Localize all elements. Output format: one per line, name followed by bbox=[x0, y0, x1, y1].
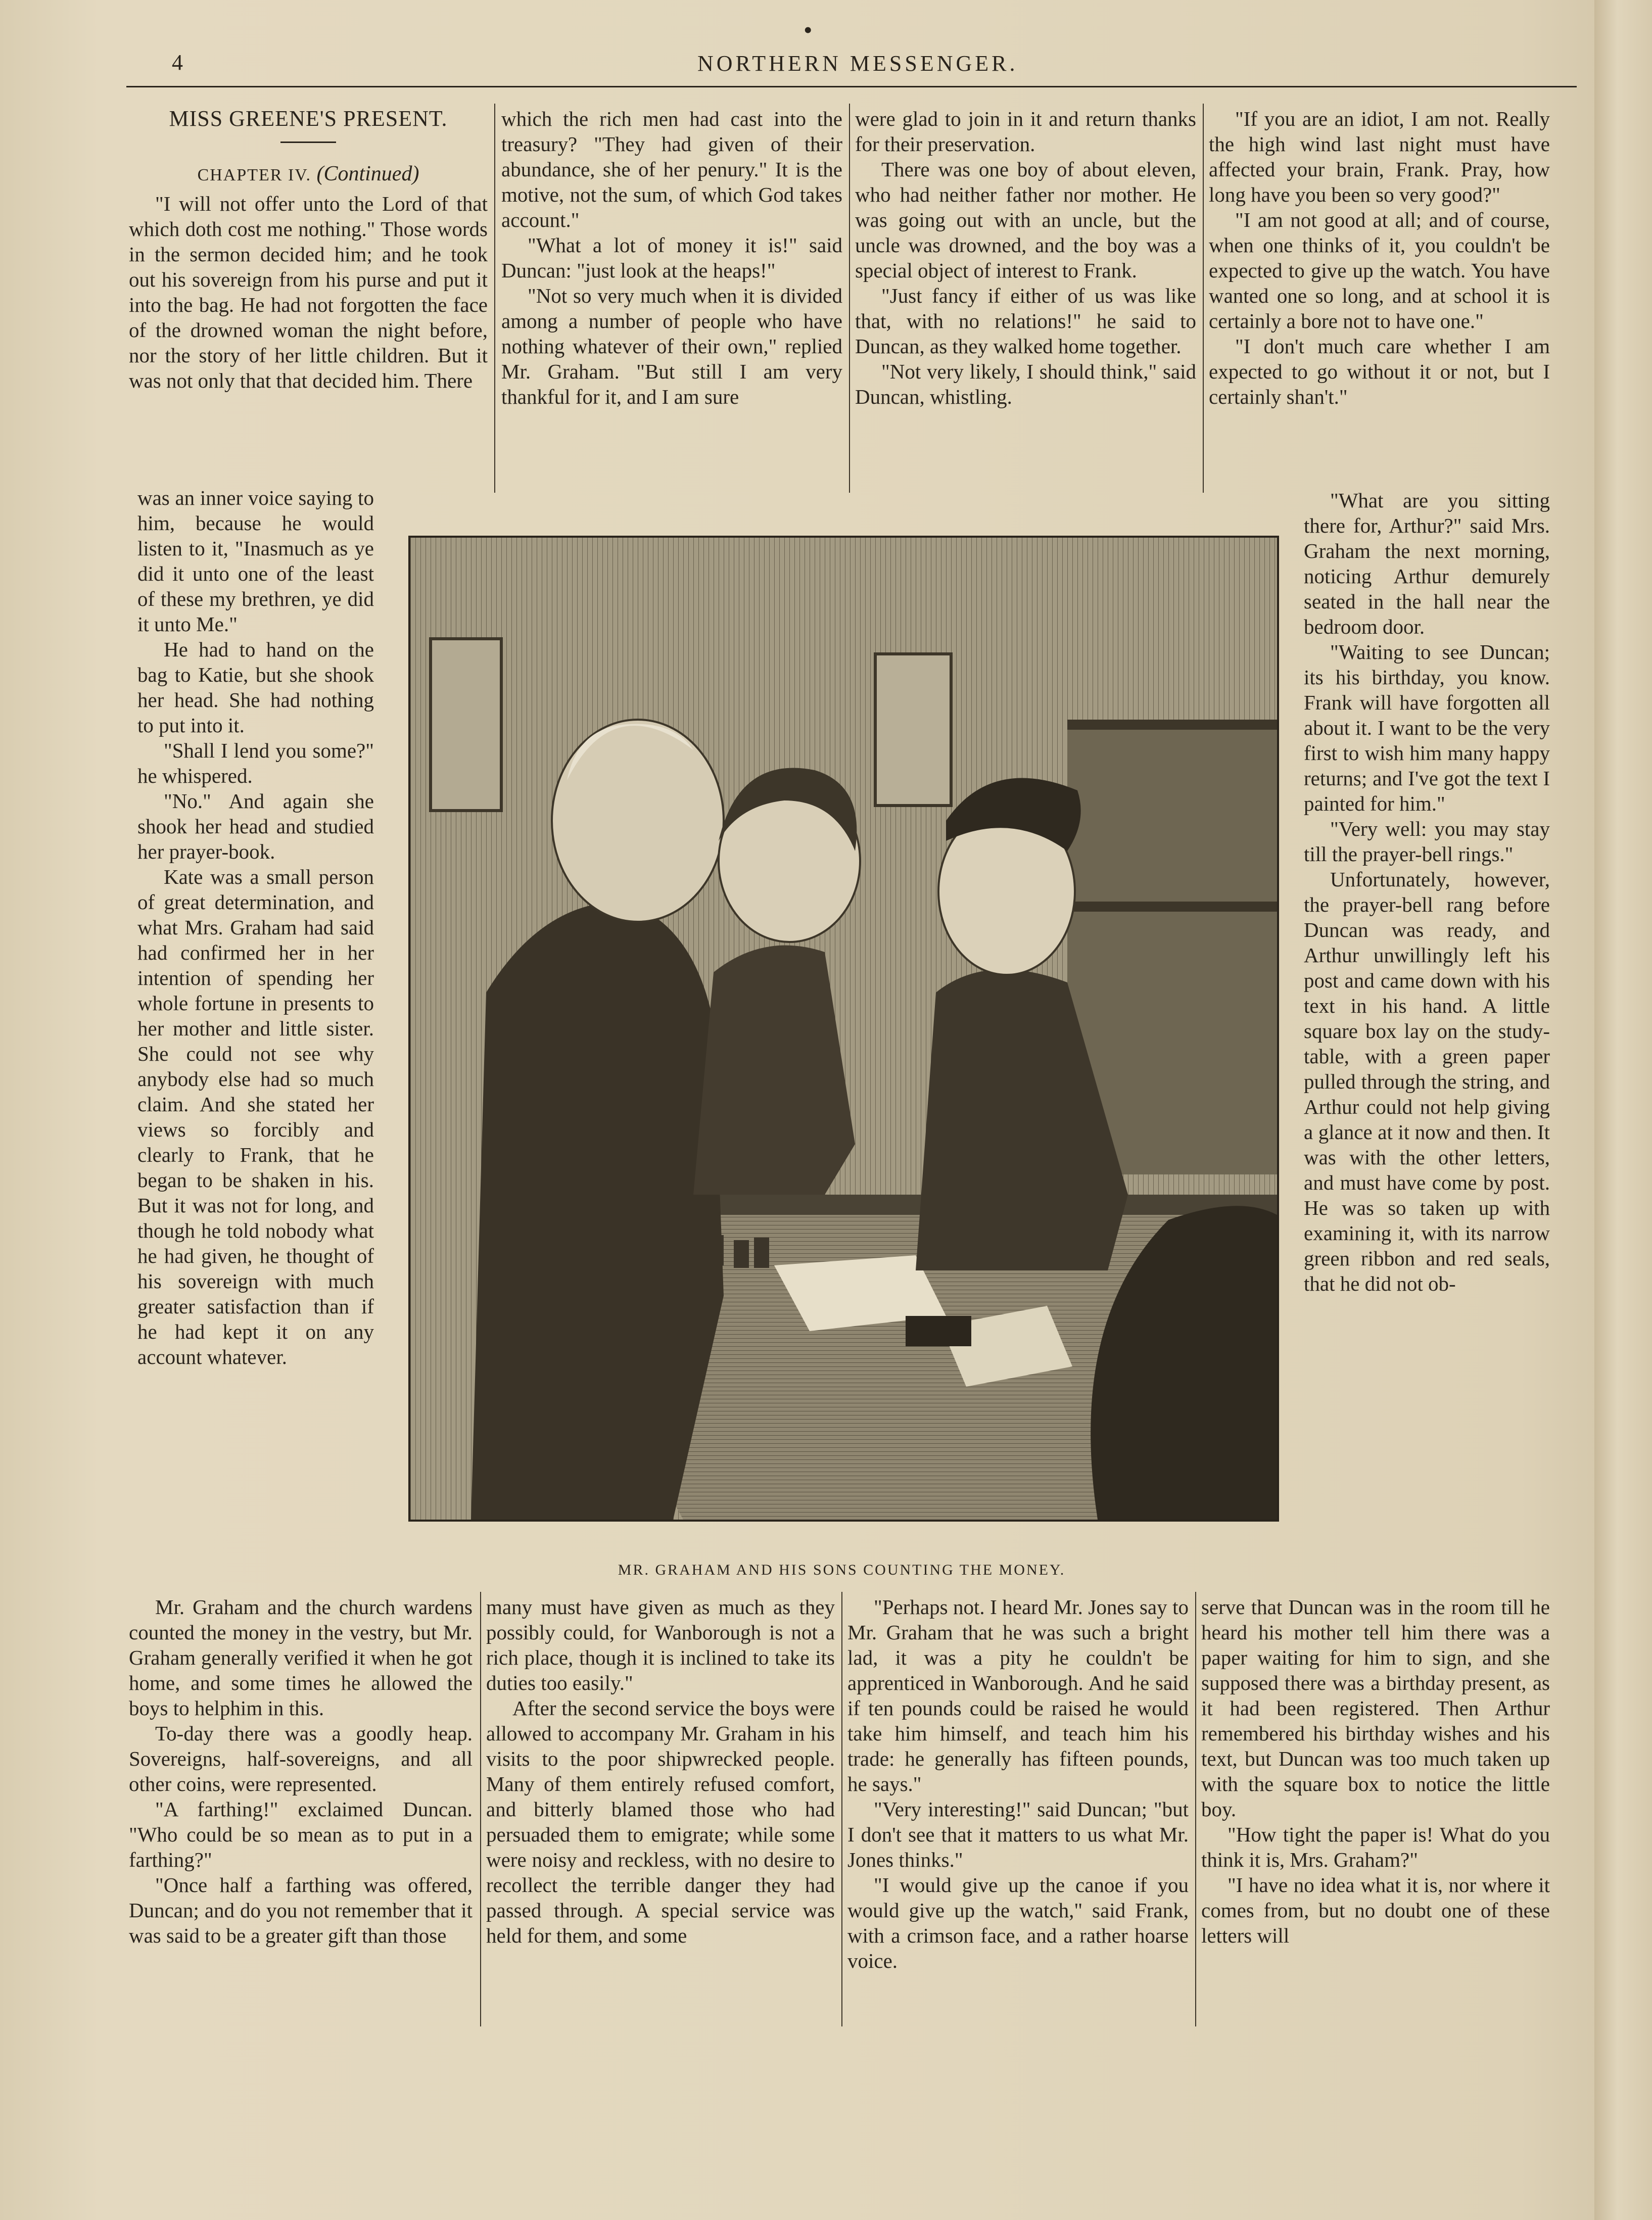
illustration-caption: MR. GRAHAM AND HIS SONS COUNTING THE MONEY. bbox=[618, 1562, 1066, 1578]
paragraph: "No." And again she shook her head and studied her prayer-book. bbox=[137, 789, 374, 863]
paragraph: "Very well: you may stay till the prayer-bell rings." bbox=[1304, 817, 1550, 866]
paragraph: "I don't much care whether I am expected to go without it or not, but I certainly shan't." bbox=[1209, 335, 1550, 408]
paragraph: "If you are an idiot, I am not. Really the high wind last night must have affected your brain, Frank. Pray, how long have you been so very good?" bbox=[1209, 107, 1550, 206]
column-2-top bbox=[501, 106, 842, 490]
column-4-bottom bbox=[1201, 1594, 1550, 2026]
paragraph: To-day there was a goodly heap. Sovereigns, half-sovereigns, and all other coins, were represented. bbox=[129, 1722, 473, 1796]
illustration-engraving bbox=[408, 536, 1279, 1522]
paragraph: "How tight the paper is! What do you think it is, Mrs. Graham?" bbox=[1201, 1823, 1550, 1871]
column-4-narrow bbox=[1304, 488, 1550, 1594]
chapter-number: CHAPTER IV. bbox=[197, 166, 311, 184]
paragraph: were glad to join in it and return thanks for their preservation. bbox=[855, 107, 1196, 156]
column-1-top bbox=[129, 106, 488, 485]
paragraph: serve that Duncan was in the room till he heard his mother tell him there was a paper waiting for him to sign, and she supposed there was a birthday present, as it had been registered. Then Arthur remembered his birthday wishes and his text, but Duncan was too much taken up with the square box to notice the little boy. bbox=[1201, 1595, 1550, 1821]
paragraph: "Not very likely, I should think," said Duncan, whistling. bbox=[855, 360, 1196, 408]
paragraph: Unfortunately, however, the prayer-bell rang before Duncan was ready, and Arthur unwillingly left his post and came down with his text in his hand. A little square box lay on the study-table, with a green paper pulled through the string, and Arthur could not help giving a glance at it now and then. It was with the other letters, and must have come by post. He was so taken up with examining it, with its narrow green ribbon and red seals, that he did not ob- bbox=[1304, 868, 1550, 1295]
column-divider bbox=[494, 104, 495, 493]
column-divider bbox=[849, 104, 850, 493]
column-1-narrow bbox=[137, 485, 374, 1592]
column-divider bbox=[480, 1592, 481, 2026]
header-rule bbox=[126, 86, 1577, 87]
paragraph: "I am not good at all; and of course, when one thinks of it, you couldn't be expected to give up the watch. You have wanted one so long, and at school it is certainly a bore not to have one." bbox=[1209, 208, 1550, 333]
paragraph: "Very interesting!" said Duncan; "but I don't see that it matters to us what Mr. Jones thinks." bbox=[847, 1798, 1189, 1871]
title-rule bbox=[280, 141, 336, 143]
paragraph: "What a lot of money it is!" said Duncan: "just look at the heaps!" bbox=[501, 233, 842, 282]
column-4-top bbox=[1209, 106, 1550, 490]
chapter-heading bbox=[129, 161, 488, 188]
column-2-bottom bbox=[486, 1594, 835, 2026]
paragraph: "I would give up the canoe if you would give up the watch," said Frank, with a crimson face, and a rather hoarse voice. bbox=[847, 1873, 1189, 1972]
paragraph: After the second service the boys were allowed to accompany Mr. Graham in his visits to the poor shipwrecked people. Many of them entirely refused comfort, and bitterly blamed those who had persuaded them to emigrate; while some were noisy and reckless, with no desire to recollect the terrible danger they had passed through. A special service was held for them, and some bbox=[486, 1696, 835, 1947]
paragraph: many must have given as much as they possibly could, for Wanborough is not a rich place, though it is inclined to take its duties too easily." bbox=[486, 1595, 835, 1694]
column-3-top bbox=[855, 106, 1196, 490]
column-3-bottom bbox=[847, 1594, 1189, 2026]
paragraph: "Not so very much when it is divided among a number of people who have nothing whatever of their own," replied Mr. Graham. "But still I am very thankful for it, and I am sure bbox=[501, 284, 842, 408]
article-title: MISS GREENE'S PRESENT. bbox=[169, 106, 448, 131]
column-divider bbox=[1195, 1592, 1196, 2026]
page-fold-edge bbox=[1594, 0, 1652, 2220]
paragraph: "Waiting to see Duncan; its his birthday, you know. Frank will have forgotten all about it. I want to be the very first to wish him many happy returns; and I've got the text I painted for him." bbox=[1304, 640, 1550, 815]
paragraph: which the rich men had cast into the treasury? "They had given of their abundance, she of her penury." It is the motive, not the sum, of which God takes account." bbox=[501, 107, 842, 231]
paragraph: "What are you sitting there for, Arthur?" said Mrs. Graham the next morning, noticing Arthur demurely seated in the hall near the bedroom door. bbox=[1304, 489, 1550, 638]
paragraph: Mr. Graham and the church wardens counted the money in the vestry, but Mr. Graham generally verified it when he got home, and some times he allowed the boys to helphim in this. bbox=[129, 1595, 473, 1720]
column-1-bottom bbox=[129, 1594, 473, 2026]
paragraph: "A farthing!" exclaimed Duncan. "Who could be so mean as to put in a farthing?" bbox=[129, 1798, 473, 1871]
paragraph: He had to hand on the bag to Katie, but she shook her head. She had nothing to put into it. bbox=[137, 638, 374, 737]
chapter-note: (Continued) bbox=[316, 162, 419, 185]
paragraph: "Once half a farthing was offered, Duncan; and do you not remember that it was said to be a greater gift than those bbox=[129, 1873, 473, 1947]
page-number: 4 bbox=[172, 50, 183, 75]
paragraph: Kate was a small person of great determination, and what Mrs. Graham had said had confirmed her in her intention of spending her whole fortune in presents to her mother and little sister. She could not see why anybody else had so much claim. And she stated her views so forcibly and clearly to Frank, that he began to be shaken in his. But it was not for long, and though he told nobody what he had given, he thought of his sovereign with much greater satisfaction than if he had kept it on any account whatever. bbox=[137, 865, 374, 1368]
paragraph: There was one boy of about eleven, who had neither father nor mother. He was going out with an uncle, but the uncle was drowned, and the boy was a special object of interest to Frank. bbox=[855, 158, 1196, 282]
masthead: NORTHERN MESSENGER. bbox=[697, 51, 1018, 76]
paragraph: "Perhaps not. I heard Mr. Jones say to Mr. Graham that he was such a bright lad, it was a pity he couldn't be apprenticed in Wanborough. And he said if ten pounds could be raised he would take him himself, and teach him his trade: he generally has fifteen pounds, he says." bbox=[847, 1595, 1189, 1796]
print-mark: • bbox=[804, 16, 813, 44]
paragraph: "I will not offer unto the Lord of that which doth cost me nothing." Those words in the sermon decided him; and he took out his sovereign from his purse and put it into the bag. He had not forgotten the face of the drowned woman the night before, nor the story of her little children. But it was not only that that decided him. There bbox=[129, 192, 488, 392]
paragraph: "I have no idea what it is, nor where it comes from, but no doubt one of these letters will bbox=[1201, 1873, 1550, 1947]
column-divider bbox=[841, 1592, 842, 2026]
paragraph: "Shall I lend you some?" he whispered. bbox=[137, 739, 374, 787]
column-divider bbox=[1203, 104, 1204, 493]
paragraph: was an inner voice saying to him, because he would listen to it, "Inasmuch as ye did it unto one of the least of these my brethren, ye did it unto Me." bbox=[137, 486, 374, 636]
paragraph: "Just fancy if either of us was like that, with no relations!" he said to Duncan, as they walked home together. bbox=[855, 284, 1196, 358]
